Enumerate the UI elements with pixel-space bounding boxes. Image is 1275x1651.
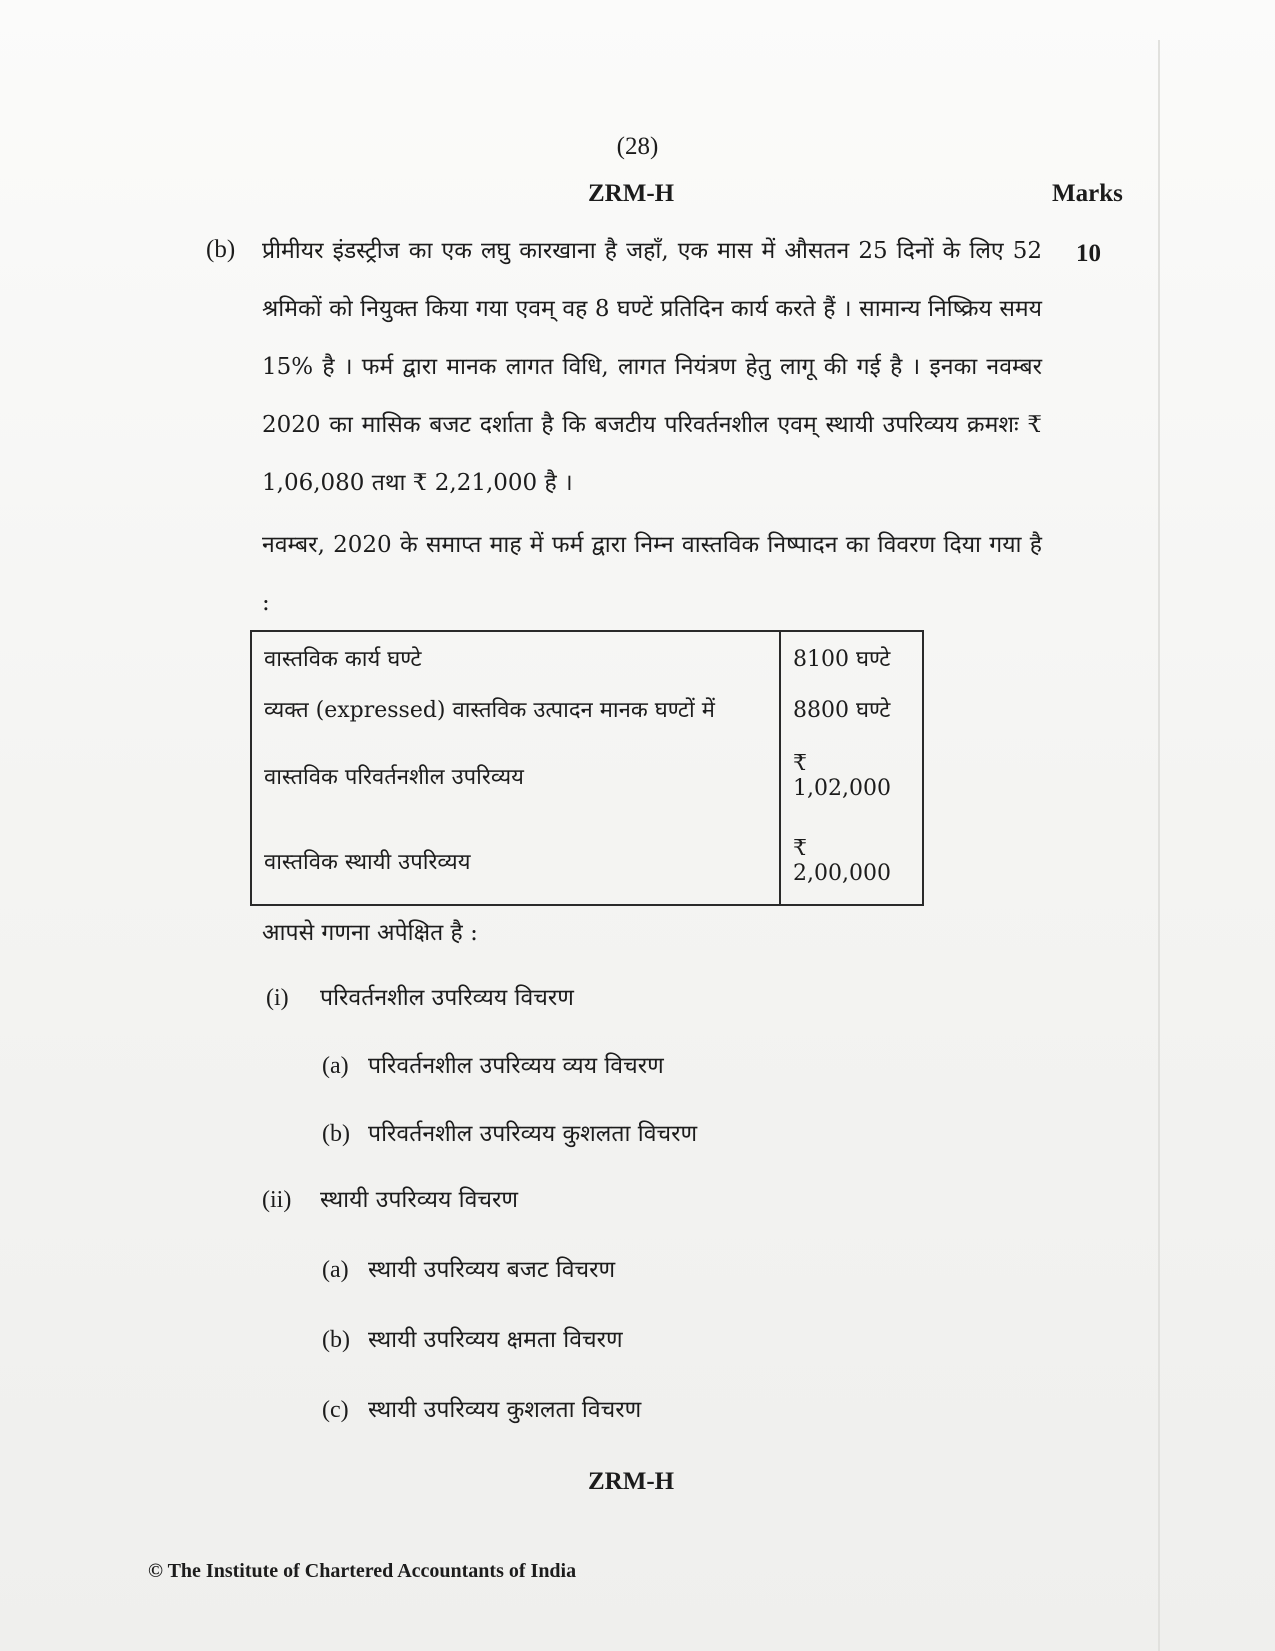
part-text: परिवर्तनशील उपरिव्यय व्यय विचरण <box>368 1053 664 1079</box>
part-number: (i) <box>266 985 289 1011</box>
part-ii-c <box>322 1392 641 1424</box>
table-row <box>251 819 923 905</box>
question-paragraph-2: नवम्बर, 2020 के समाप्त माह में फर्म द्वारा निम्न वास्तविक निष्पादन का विवरण दिया गया है : <box>262 532 1042 616</box>
part-i-a <box>322 1048 664 1080</box>
part-number: (a) <box>322 1053 349 1079</box>
part-number: (ii) <box>262 1187 292 1213</box>
table-cell-value: ₹ 2,00,000 <box>793 836 891 887</box>
part-ii-b <box>322 1322 623 1354</box>
page-number: (28) <box>616 133 659 160</box>
part-text: परिवर्तनशील उपरिव्यय विचरण <box>320 985 574 1011</box>
page-edge-line <box>1158 40 1160 1651</box>
part-text: स्थायी उपरिव्यय क्षमता विचरण <box>368 1327 623 1353</box>
part-number: (a) <box>322 1257 349 1283</box>
table-cell-label: व्यक्त (expressed) वास्तविक उत्पादन मानक घण्टों में <box>251 683 780 734</box>
required-intro: आपसे गणना अपेक्षित है : <box>262 920 478 946</box>
table-row <box>251 734 923 819</box>
part-number: (b) <box>322 1327 350 1353</box>
part-ii-a <box>322 1252 615 1284</box>
question-label: (b) <box>206 236 236 263</box>
table-cell-label: वास्तविक स्थायी उपरिव्यय <box>251 819 780 905</box>
table-row <box>251 683 923 734</box>
part-text: परिवर्तनशील उपरिव्यय कुशलता विचरण <box>368 1121 698 1147</box>
actual-performance-table <box>250 630 924 906</box>
part-number: (c) <box>322 1397 349 1423</box>
part-i <box>266 980 574 1012</box>
part-text: स्थायी उपरिव्यय बजट विचरण <box>368 1257 616 1283</box>
table-cell-value: ₹ 1,02,000 <box>793 751 891 802</box>
question-marks: 10 <box>1076 240 1101 267</box>
paper-code-footer: ZRM-H <box>588 1468 675 1495</box>
question-paragraph-1: प्रीमीयर इंडस्ट्रीज का एक लघु कारखाना है जहाँ, एक मास में औसतन 25 दिनों के लिए 52 श्रमिकों को नियुक्त किया गया एवम् वह 8 घण्टें प्रतिदिन कार्य करते हैं । सामान्य निष्क्रिय समय 15% है । फर्म द्वारा मानक लागत विधि, लागत नियंत्रण हेतु लागू की गई है । इनका नवम्बर 2020 का मासिक बजट दर्शाता है कि बजटीय परिवर्तनशील एवम् स्थायी उपरिव्यय क्रमशः ₹ 1,06,080 तथा ₹ 2,21,000 है । <box>262 238 1042 496</box>
paper-code-header: ZRM-H <box>588 180 675 207</box>
copyright-notice: © The Institute of Chartered Accountants of India <box>148 1560 577 1582</box>
part-text: स्थायी उपरिव्यय विचरण <box>320 1187 519 1213</box>
part-i-b <box>322 1116 697 1148</box>
table-cell-label: वास्तविक कार्य घण्टे <box>251 631 780 683</box>
table-row <box>251 631 923 683</box>
part-number: (b) <box>322 1121 350 1147</box>
part-ii <box>262 1182 518 1214</box>
part-text: स्थायी उपरिव्यय कुशलता विचरण <box>368 1397 642 1423</box>
table-cell-label: वास्तविक परिवर्तनशील उपरिव्यय <box>251 734 780 819</box>
table-cell-value: 8800 घण्टे <box>793 697 891 723</box>
marks-heading: Marks <box>1052 180 1123 207</box>
table-cell-value: 8100 घण्टे <box>793 646 891 672</box>
